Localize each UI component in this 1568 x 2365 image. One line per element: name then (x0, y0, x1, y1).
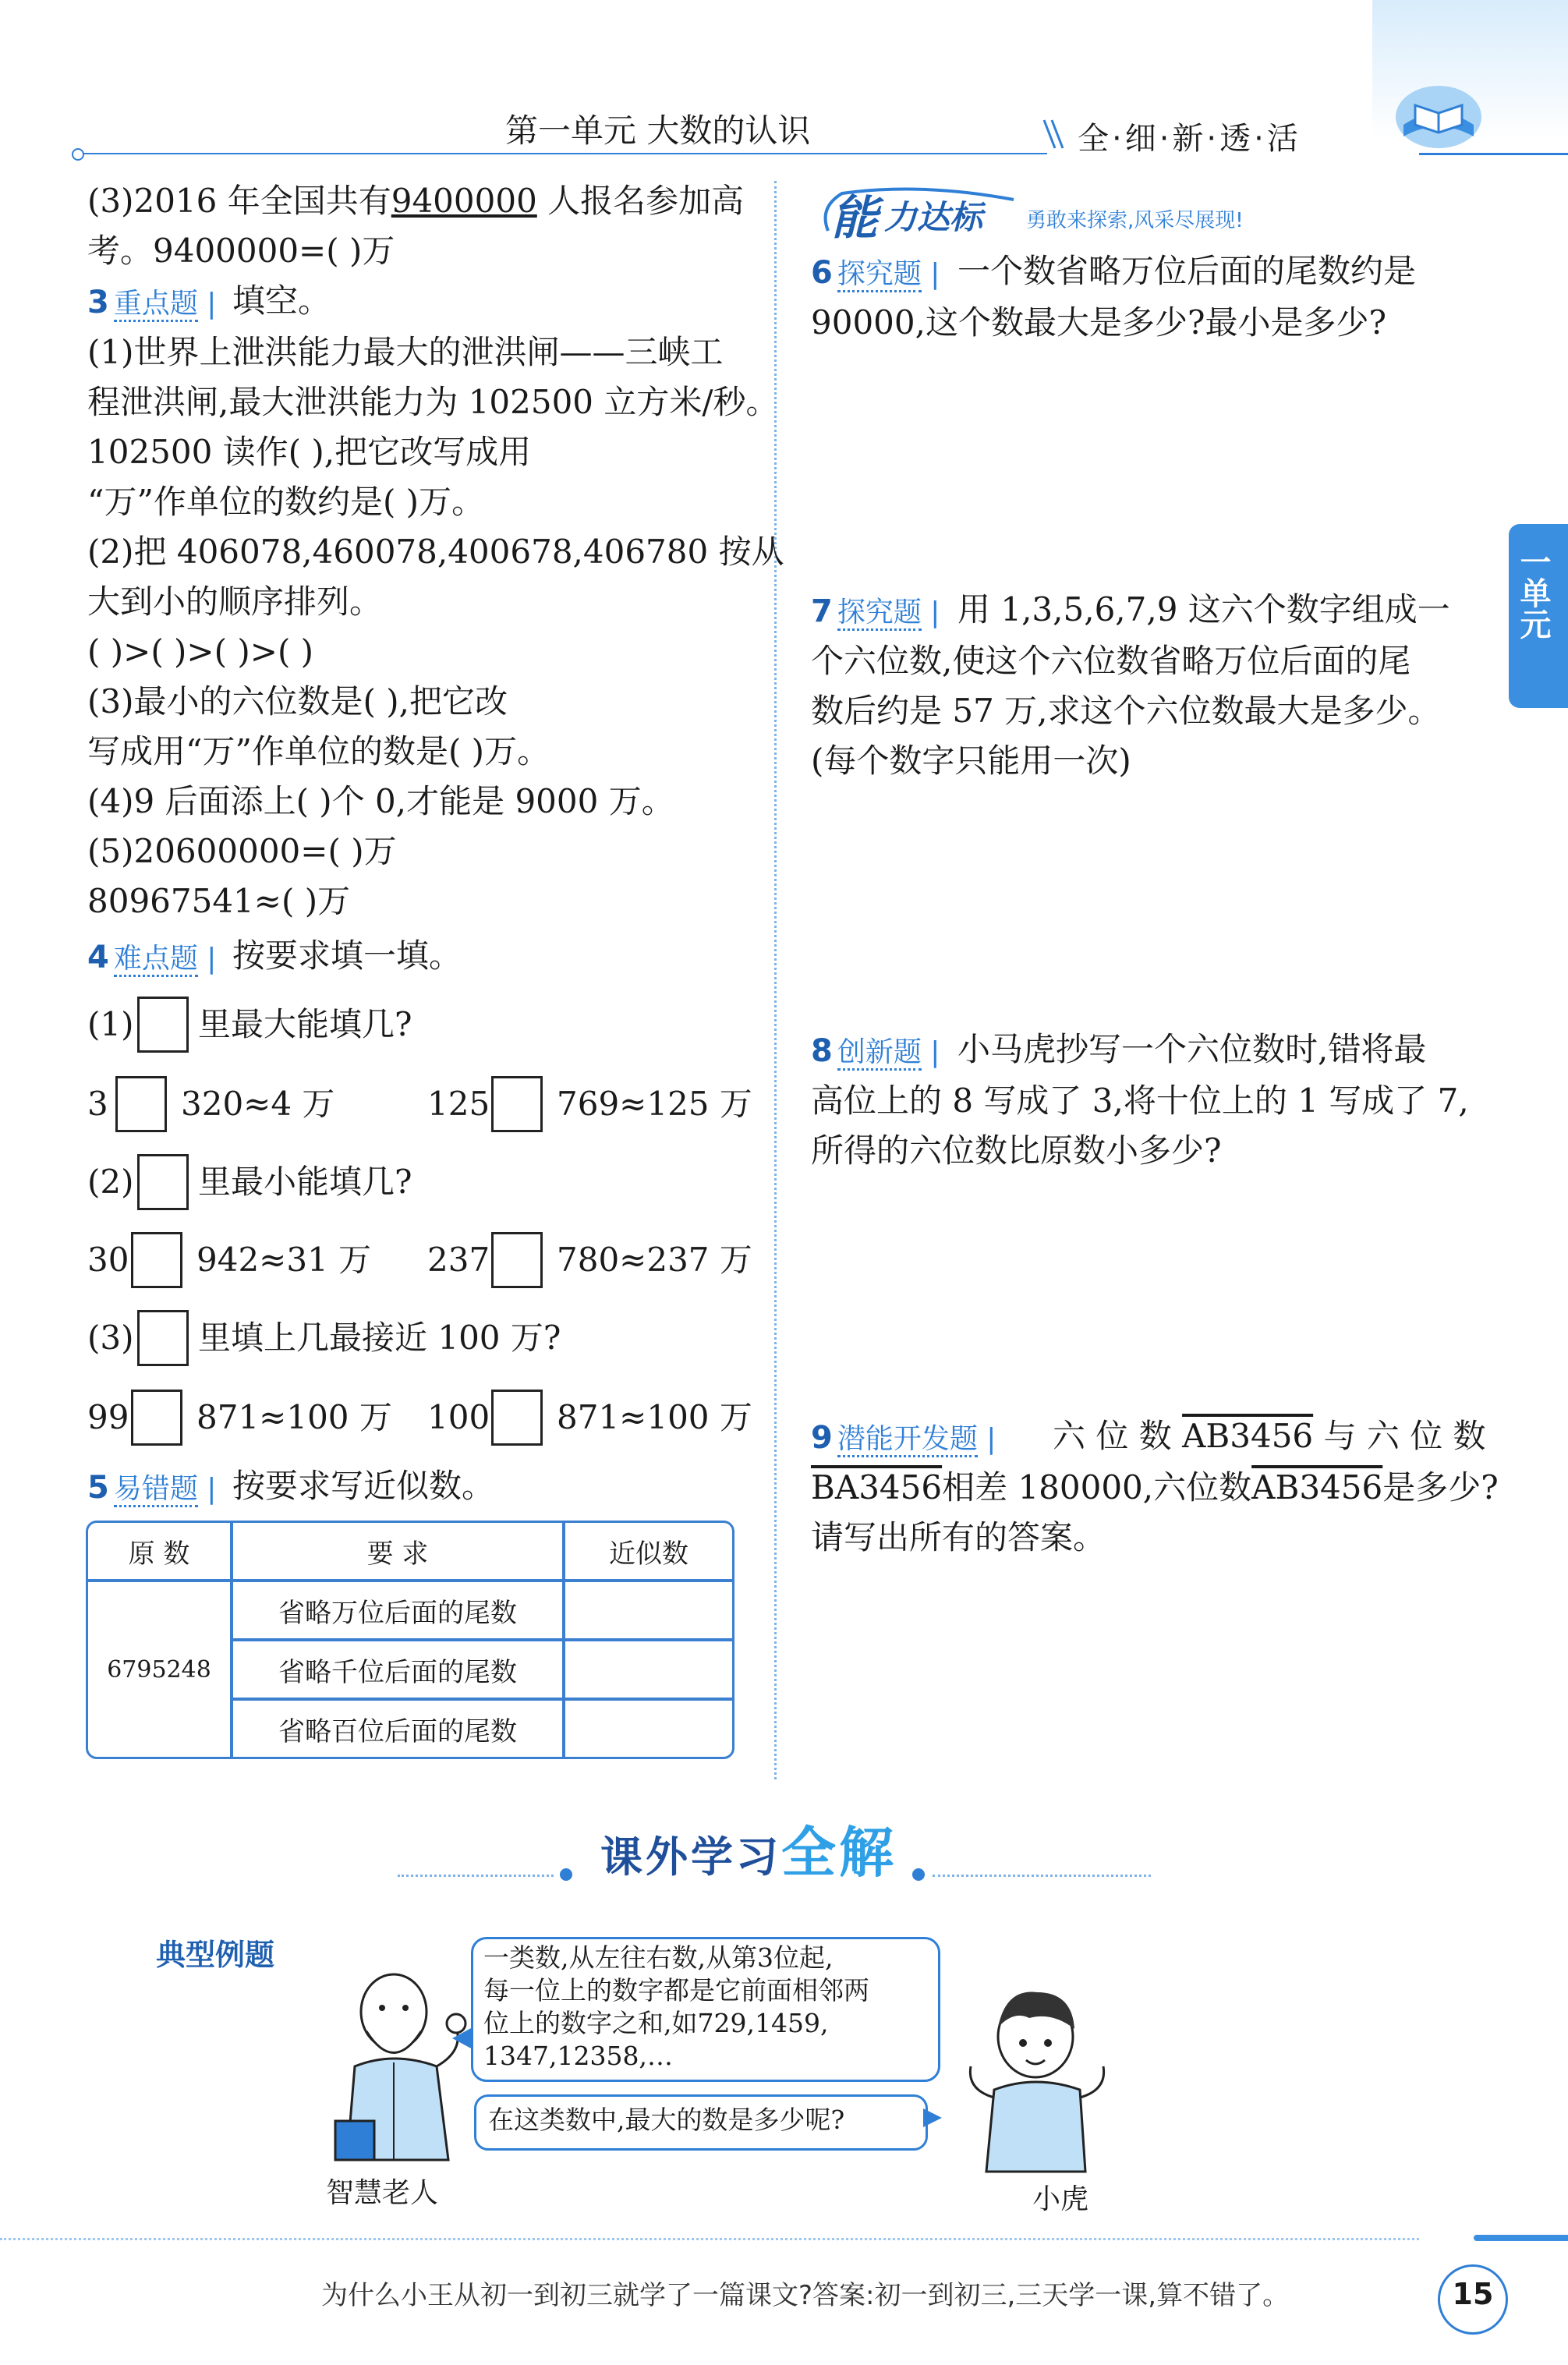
table-header: 原 数 (88, 1523, 232, 1581)
q4-p1-label: (1) (87, 1005, 134, 1043)
q4-p3-text: 里填上几最接近 100 万? (198, 1319, 561, 1357)
q4-number: 4 (87, 940, 109, 975)
ability-banner (811, 184, 1310, 246)
q3-tag-label: 重点题 (114, 288, 198, 322)
bubble1-line: 1347,12358,… (483, 2041, 673, 2071)
side-unit-tab-label: 一单元 (1515, 546, 1551, 639)
q7-number: 7 (811, 593, 833, 629)
q2-3-text-end: 人报名参加高 (536, 182, 745, 220)
header-rule-dot (72, 148, 84, 161)
table-header: 要 求 (232, 1523, 564, 1581)
q4-p1-a-post: 320≈4 万 (181, 1085, 335, 1123)
footer-rule (0, 2238, 1419, 2240)
q3-line: “万”作单位的数约是( )万。 (87, 483, 485, 521)
q9-text: 与 六 位 数 (1313, 1417, 1486, 1455)
q3-line: (1)世界上泄洪能力最大的泄洪闸——三峡工 (87, 333, 724, 371)
q3-line: 大到小的顺序排列。 (87, 582, 383, 621)
bubble1-line: 位上的数字之和,如729,1459, (483, 2008, 829, 2038)
q4-tag-label: 难点题 (114, 943, 198, 977)
q9-tag-label: 潜能开发题 (837, 1423, 978, 1457)
q4-p3-a-post: 871≈100 万 (196, 1398, 392, 1436)
header-slash-icon (1041, 117, 1064, 151)
q3-title: 填空。 (232, 281, 331, 320)
q9-number: 9 (811, 1420, 833, 1456)
q4-p1-text: 里最大能填几? (198, 1005, 412, 1043)
example-label: 典型例题 (156, 1938, 275, 1972)
q4-p1-a-pre: 3 (87, 1085, 108, 1123)
extra-dot-icon (560, 1868, 572, 1881)
q8-line: 小马虎抄写一个六位数时,错将最 (957, 1030, 1427, 1068)
answer-box[interactable] (491, 1390, 543, 1446)
book-logo-icon (1388, 70, 1489, 156)
q2-3-line1 (87, 176, 744, 226)
banner-sub: 勇敢来探索,风采尽展现! (1026, 209, 1244, 232)
q6-tag: 6 探究题 | (811, 255, 940, 291)
extra-dot-icon (912, 1868, 925, 1881)
q6-number: 6 (811, 255, 833, 291)
q7-line: 用 1,3,5,6,7,9 这六个数字组成一 (957, 590, 1450, 628)
q3-line: (2)把 406078,460078,400678,406780 按从 (87, 533, 784, 571)
bubble2-text: 在这类数中,最大的数是多少呢? (488, 2105, 845, 2135)
answer-cell[interactable] (564, 1640, 732, 1699)
q9-line1 (1053, 1411, 1486, 1461)
q5-tag-label: 易错题 (114, 1473, 198, 1507)
answer-cell[interactable] (564, 1699, 732, 1757)
q7-line: 个六位数,使这个六位数省略万位后面的尾 (811, 642, 1411, 680)
q4-p2-b-pre: 237 (427, 1241, 490, 1279)
table-header: 近似数 (564, 1523, 732, 1581)
banner-rest: 力达标 (884, 198, 983, 236)
q4-tag: 4 难点题 | (87, 940, 217, 975)
footer-riddle: 为什么小王从初一到初三就学了一篇课文?答案:初一到初三,三天学一课,算不错了。 (321, 2280, 1290, 2311)
bubble1-line: 每一位上的数字都是它前面相邻两 (483, 1975, 869, 2006)
q3-line: 写成用“万”作单位的数是( )万。 (87, 732, 550, 770)
answer-box[interactable] (131, 1232, 182, 1288)
header-slogan: 全·细·新·透·活 (1078, 121, 1301, 157)
q2-3-text: (3)2016 年全国共有 (87, 182, 391, 220)
q4-title: 按要求填一填。 (232, 936, 462, 975)
q6-tag-label: 探究题 (837, 258, 922, 292)
q4-p3-b-post: 871≈100 万 (557, 1398, 752, 1436)
table-header-row (88, 1523, 732, 1581)
extra-section-title (600, 1809, 897, 1888)
q9-number-ab: AB3456 (1251, 1468, 1383, 1506)
q6-line: 一个数省略万位后面的尾数约是 (957, 252, 1417, 290)
answer-box[interactable] (131, 1390, 182, 1446)
q4-p2-a-post: 942≈31 万 (196, 1241, 372, 1279)
q4-p2-text: 里最小能填几? (198, 1163, 412, 1201)
table-cell-original: 6795248 (88, 1581, 232, 1757)
extra-title-b: 全解 (781, 1821, 897, 1885)
answer-box[interactable] (137, 997, 189, 1053)
q3-tag: 3 重点题 | (87, 285, 217, 320)
q5-table (88, 1523, 732, 1757)
q4-p3-b-pre: 100 (427, 1398, 490, 1436)
extra-title-rule-left (398, 1875, 554, 1877)
extra-title-rule-right (933, 1875, 1151, 1877)
q5-table-wrap (86, 1521, 734, 1759)
page-number: 15 (1452, 2277, 1494, 2311)
answer-box[interactable] (491, 1232, 543, 1288)
q4-p3-a-pre: 99 (87, 1398, 129, 1436)
footer-rule-right (1474, 2235, 1568, 2241)
q3-line: (5)20600000=( )万 (87, 832, 397, 870)
q9-tag: 9 潜能开发题 | (811, 1420, 996, 1456)
boy-name: 小虎 (1032, 2183, 1089, 2215)
answer-box[interactable] (137, 1310, 189, 1366)
header-rule (76, 153, 1047, 154)
table-cell: 省略百位后面的尾数 (232, 1699, 564, 1757)
answer-box[interactable] (491, 1076, 543, 1132)
bubble1-line: 一类数,从左往右数,从第3位起, (483, 1942, 834, 1973)
q8-number: 8 (811, 1033, 833, 1069)
q8-line: 所得的六位数比原数小多少? (811, 1131, 1222, 1170)
q5-tag: 5 易错题 | (87, 1470, 217, 1506)
q7-tag: 7 探究题 | (811, 593, 940, 629)
answer-box[interactable] (115, 1076, 167, 1132)
q4-p2-a-pre: 30 (87, 1241, 129, 1279)
table-cell: 省略万位后面的尾数 (232, 1581, 564, 1640)
q6-line: 90000,这个数最大是多少?最小是多少? (811, 303, 1386, 342)
q9-line3: 请写出所有的答案。 (811, 1518, 1106, 1556)
q5-title: 按要求写近似数。 (232, 1467, 495, 1505)
q3-line: (4)9 后面添上( )个 0,才能是 9000 万。 (87, 782, 674, 820)
q7-line: (每个数字只能用一次) (811, 742, 1131, 780)
table-row (88, 1581, 732, 1640)
q4-p2-label: (2) (87, 1163, 134, 1201)
q4-p3-label: (3) (87, 1319, 134, 1357)
wise-old-man-illustration (320, 1965, 476, 2168)
banner-arc-icon (811, 184, 1029, 239)
unit-title: 第一单元 大数的认识 (505, 112, 811, 150)
q3-line: ( )>( )>( )>( ) (87, 632, 314, 671)
q9-number-ab: AB3456 (1182, 1417, 1314, 1455)
banner-big-char: 能 (831, 191, 878, 246)
q8-tag-label: 创新题 (837, 1036, 922, 1071)
q2-3-line2: 考。9400000=( )万 (87, 232, 395, 270)
table-cell: 省略千位后面的尾数 (232, 1640, 564, 1699)
q9-text: 是多少? (1382, 1468, 1499, 1506)
q9-text: 相差 180000,六位数 (942, 1468, 1252, 1506)
boy-illustration (951, 1981, 1123, 2176)
q3-number: 3 (87, 285, 109, 320)
answer-cell[interactable] (564, 1581, 732, 1640)
q3-line: (3)最小的六位数是( ),把它改 (87, 682, 508, 720)
answer-box[interactable] (137, 1154, 189, 1210)
extra-title-a: 课外学习 (600, 1832, 781, 1882)
q8-line: 高位上的 8 写成了 3,将十位上的 1 写成了 7, (811, 1082, 1469, 1120)
header-rule-right (1419, 153, 1568, 155)
q8-tag: 8 创新题 | (811, 1033, 940, 1069)
q3-line: 程泄洪闸,最大泄洪能力为 102500 立方米/秒。 (87, 383, 779, 421)
q3-line: 102500 读作( ),把它改写成用 (87, 433, 532, 471)
q7-tag-label: 探究题 (837, 597, 922, 631)
q9-text: 六 位 数 (1053, 1417, 1183, 1455)
q4-p1-b-pre: 125 (427, 1085, 490, 1123)
q5-number: 5 (87, 1470, 109, 1506)
q4-p1-b-post: 769≈125 万 (557, 1085, 752, 1123)
q9-line2 (811, 1463, 1499, 1513)
q2-3-number: 9400000 (391, 182, 537, 220)
speech-bubble-1-tail (452, 2027, 473, 2049)
old-man-name: 智慧老人 (326, 2177, 439, 2209)
q7-line: 数后约是 57 万,求这个六位数最大是多少。 (811, 692, 1441, 730)
q9-number-ba: BA3456 (811, 1468, 943, 1506)
q3-line: 80967541≈( )万 (87, 882, 351, 920)
q4-p2-b-post: 780≈237 万 (557, 1241, 752, 1279)
speech-bubble-2-tail (923, 2108, 942, 2127)
